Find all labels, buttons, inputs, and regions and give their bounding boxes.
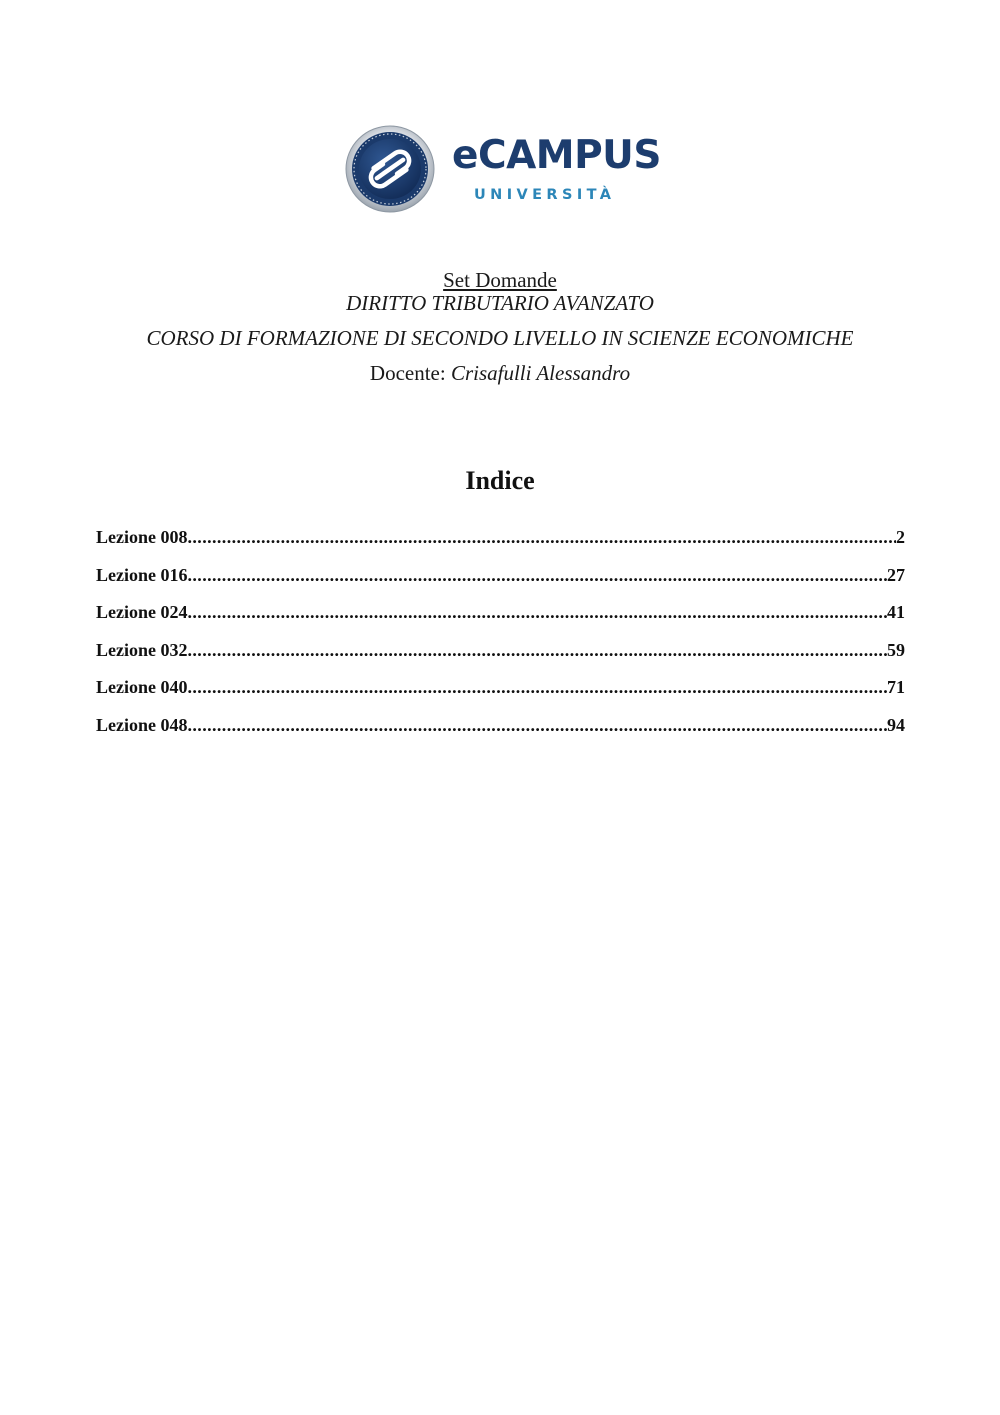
index-title: Indice bbox=[465, 466, 535, 495]
toc-leader-dots bbox=[188, 526, 897, 548]
toc-entry-page: 94 bbox=[887, 714, 905, 735]
teacher-line bbox=[0, 361, 1000, 385]
set-domande-label: Set Domande bbox=[443, 268, 557, 292]
toc-entry[interactable] bbox=[96, 564, 905, 602]
toc-entry[interactable] bbox=[96, 601, 905, 639]
toc-leader-dots bbox=[188, 564, 888, 586]
toc-entry-label: Lezione 048 bbox=[96, 714, 188, 735]
toc-entry-label: Lezione 024 bbox=[96, 602, 188, 623]
course-title: CORSO DI FORMAZIONE DI SECONDO LIVELLO IN SCIENZE ECONOMICHE bbox=[146, 326, 854, 350]
teacher-label: Docente: bbox=[369, 361, 446, 385]
toc-entry-page: 27 bbox=[887, 564, 905, 585]
ecampus-logo bbox=[344, 124, 661, 216]
ecampus-seal-icon bbox=[344, 124, 436, 214]
toc-entry-label: Lezione 032 bbox=[96, 639, 188, 660]
toc-entry-label: Lezione 008 bbox=[96, 527, 188, 547]
subject-title: DIRITTO TRIBUTARIO AVANZATO bbox=[346, 291, 654, 315]
toc-leader-dots bbox=[188, 676, 888, 698]
toc-entry-page: 2 bbox=[896, 527, 905, 547]
toc-leader-dots bbox=[188, 714, 888, 736]
toc-leader-dots bbox=[188, 639, 888, 661]
toc-entry-label: Lezione 016 bbox=[96, 564, 188, 585]
toc-entry-page: 71 bbox=[887, 677, 905, 698]
toc-entry[interactable] bbox=[96, 526, 905, 564]
logo-wordmark: eCAMPUS bbox=[452, 133, 661, 178]
teacher-name: Crisafulli Alessandro bbox=[450, 361, 631, 385]
toc-entry-label: Lezione 040 bbox=[96, 677, 188, 698]
logo-subtitle: UNIVERSITÀ bbox=[474, 187, 616, 203]
toc-entry-page: 41 bbox=[887, 602, 905, 623]
toc-leader-dots bbox=[188, 601, 888, 623]
toc-entry[interactable] bbox=[96, 714, 905, 752]
toc-entry-page: 59 bbox=[887, 639, 905, 660]
table-of-contents bbox=[96, 526, 905, 752]
toc-entry[interactable] bbox=[96, 639, 905, 677]
toc-entry[interactable] bbox=[96, 676, 905, 714]
